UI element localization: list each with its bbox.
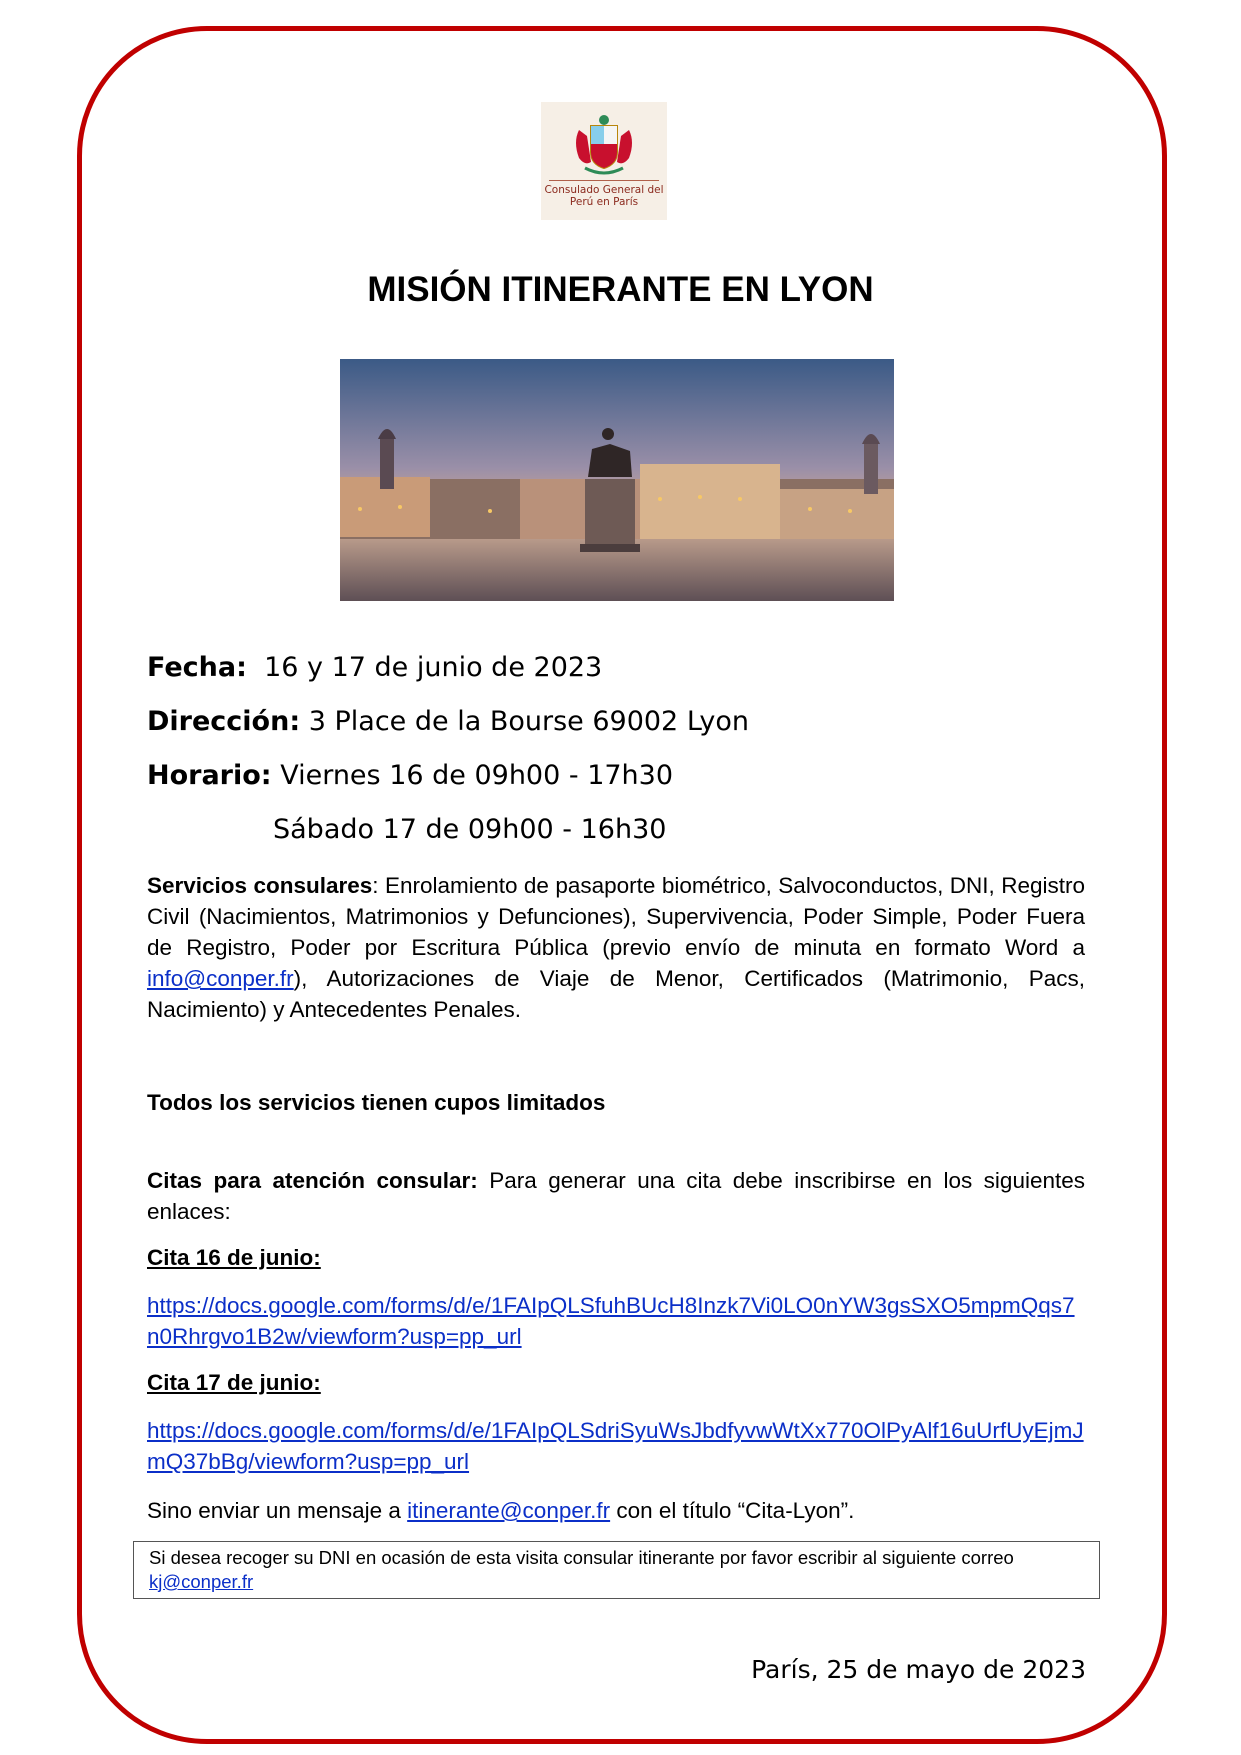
horario-line [147, 760, 673, 791]
fecha-line [147, 652, 602, 683]
servicios-text-2: ), Autorizaciones de Viaje de Menor, Certificados (Matrimonio, Pacs, Nacimiento) y Antecedentes Penales. [147, 966, 1085, 1022]
sino-text-1: Sino enviar un mensaje a [147, 1498, 408, 1523]
consulate-logo [541, 102, 667, 220]
itinerante-email-link[interactable]: itinerante@conper.fr [407, 1498, 611, 1523]
cita17-link[interactable]: https://docs.google.com/forms/d/e/1FAIpQLSdriSyuWsJbdfyvwWtXx770OlPyAlf16uUrfUyEjmJmQ37bBg/viewform?usp=pp_url [147, 1418, 1084, 1474]
cita17-heading: Cita 17 de junio: [147, 1370, 321, 1395]
logo-caption-line1: Consulado General del [544, 184, 664, 196]
date-signoff: París, 25 de mayo de 2023 [751, 1655, 1086, 1684]
cupos-notice: Todos los servicios tienen cupos limitados [147, 1090, 606, 1115]
horario-label: Horario: [147, 760, 272, 791]
sino-text-2: con el título “Cita-Lyon”. [610, 1498, 855, 1523]
dni-notice-text: Si desea recoger su DNI en ocasión de esta visita consular itinerante por favor escribir al siguiente correo [149, 1547, 1014, 1568]
citas-text: Para generar una cita debe inscribirse en los siguientes enlaces: [147, 1168, 1085, 1224]
coat-of-arms-icon [571, 112, 637, 178]
citas-paragraph [147, 1165, 1085, 1227]
page-title: MISIÓN ITINERANTE EN LYON [367, 270, 874, 309]
cita17-url-block [147, 1415, 1085, 1477]
fecha-label: Fecha: [147, 652, 247, 683]
direccion-value: 3 Place de la Bourse 69002 Lyon [308, 706, 749, 737]
servicios-text-1: : Enrolamiento de pasaporte biométrico, Salvoconductos, DNI, Registro Civil (Nacimientos, Matrimonios y Defunciones), Supervivencia, Poder Simple, Poder Fuera de Registro, Poder por Escritura Pública (previo envío de minuta en formato Word a [147, 873, 1085, 960]
horario-value-1: Viernes 16 de 09h00 - 17h30 [280, 760, 674, 791]
citas-label: Citas para atención consular: [147, 1168, 478, 1193]
logo-caption-line2: Perú en París [569, 196, 639, 208]
cita16-link[interactable]: https://docs.google.com/forms/d/e/1FAIpQLSfuhBUcH8Inzk7Vi0LO0nYW3gsSXO5mpmQqs7n0Rhrgvo1B2w/viewform?usp=pp_url [147, 1293, 1075, 1349]
kj-email-link[interactable]: kj@conper.fr [149, 1571, 254, 1592]
fecha-value: 16 y 17 de junio de 2023 [264, 652, 603, 683]
logo-caption [541, 184, 667, 208]
lyon-photo [340, 359, 894, 601]
servicios-paragraph [147, 870, 1085, 1025]
direccion-line [147, 706, 749, 737]
info-email-link[interactable]: info@conper.fr [147, 966, 294, 991]
cita16-url-block [147, 1290, 1085, 1352]
logo-divider [549, 180, 659, 181]
sino-line [147, 1495, 1085, 1526]
cita16-heading: Cita 16 de junio: [147, 1245, 321, 1270]
horario-line-2 [273, 814, 666, 845]
dni-notice-box [133, 1541, 1100, 1599]
direccion-label: Dirección: [147, 706, 301, 737]
horario-value-2: Sábado 17 de 09h00 - 16h30 [273, 814, 667, 845]
servicios-label: Servicios consulares [147, 873, 373, 898]
